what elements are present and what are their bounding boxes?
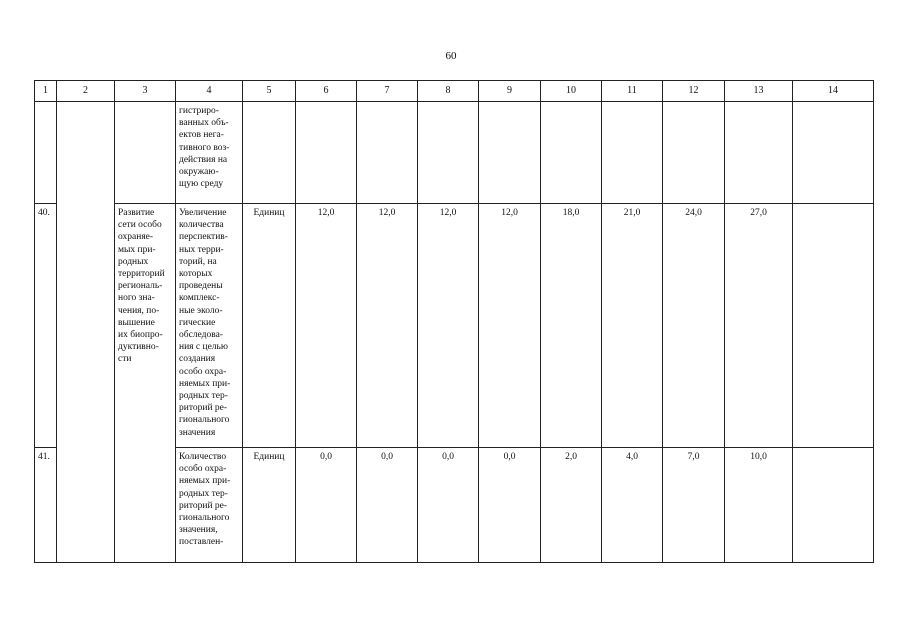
value-cell — [418, 102, 479, 204]
column-2-cell — [57, 102, 115, 563]
value-cell — [296, 102, 357, 204]
value-cell: 10,0 — [725, 448, 793, 563]
unit-cell: Единиц — [243, 204, 296, 448]
header-cell: 10 — [541, 81, 602, 102]
table-row — [35, 102, 874, 204]
value-cell — [663, 102, 725, 204]
value-cell — [357, 102, 418, 204]
indicators-table — [34, 80, 874, 563]
row-number-cell: 41. — [35, 448, 57, 563]
header-cell: 9 — [479, 81, 541, 102]
header-cell: 3 — [115, 81, 176, 102]
header-cell: 4 — [176, 81, 243, 102]
table-header-row — [35, 81, 874, 102]
header-cell: 12 — [663, 81, 725, 102]
header-cell: 14 — [793, 81, 874, 102]
page-number: 60 — [445, 50, 457, 62]
value-cell — [602, 102, 663, 204]
header-cell: 6 — [296, 81, 357, 102]
header-cell: 7 — [357, 81, 418, 102]
value-cell: 12,0 — [479, 204, 541, 448]
unit-cell — [243, 102, 296, 204]
value-cell — [479, 102, 541, 204]
indicator-text: гистриро- ванных объ- ектов нега- тивного воз- действия на окружаю- щую среду — [179, 106, 230, 190]
indicator-cell — [176, 204, 243, 448]
indicator-text: Увеличение количества перспектив- ных терри- торий, на которых проведены комплекс- ные эколо- гические обследова- ния с целью создания особо охра- няемых при- родных тер- риторий ре- гионального значения — [179, 208, 231, 438]
header-cell: 13 — [725, 81, 793, 102]
header-cell: 8 — [418, 81, 479, 102]
table-row — [35, 204, 874, 448]
header-cell: 1 — [35, 81, 57, 102]
row-number-cell: 40. — [35, 204, 57, 448]
goal-text: Развитие сети особо охраняе- мых при- родных территорий региональ- ного зна- чения, по- вышение их биопро- дуктивно- сти — [118, 208, 165, 365]
value-cell: 7,0 — [663, 448, 725, 563]
column-14-cell — [793, 102, 874, 204]
header-cell: 5 — [243, 81, 296, 102]
indicator-cell — [176, 448, 243, 563]
unit-cell: Единиц — [243, 448, 296, 563]
value-cell: 2,0 — [541, 448, 602, 563]
value-cell: 18,0 — [541, 204, 602, 448]
value-cell: 0,0 — [418, 448, 479, 563]
value-cell: 12,0 — [357, 204, 418, 448]
indicator-text: Количество особо охра- няемых при- родных тер- риторий ре- гионального значения, поставлен- — [179, 452, 231, 548]
value-cell — [725, 102, 793, 204]
goal-cell — [115, 204, 176, 563]
row-number-cell — [35, 102, 57, 204]
value-cell — [541, 102, 602, 204]
value-cell: 0,0 — [479, 448, 541, 563]
column-14-cell — [793, 448, 874, 563]
value-cell: 12,0 — [418, 204, 479, 448]
header-cell: 11 — [602, 81, 663, 102]
value-cell: 0,0 — [296, 448, 357, 563]
column-14-cell — [793, 204, 874, 448]
value-cell: 4,0 — [602, 448, 663, 563]
value-cell: 0,0 — [357, 448, 418, 563]
header-cell: 2 — [57, 81, 115, 102]
value-cell: 12,0 — [296, 204, 357, 448]
value-cell: 21,0 — [602, 204, 663, 448]
value-cell: 27,0 — [725, 204, 793, 448]
indicator-cell — [176, 102, 243, 204]
value-cell: 24,0 — [663, 204, 725, 448]
goal-cell — [115, 102, 176, 204]
